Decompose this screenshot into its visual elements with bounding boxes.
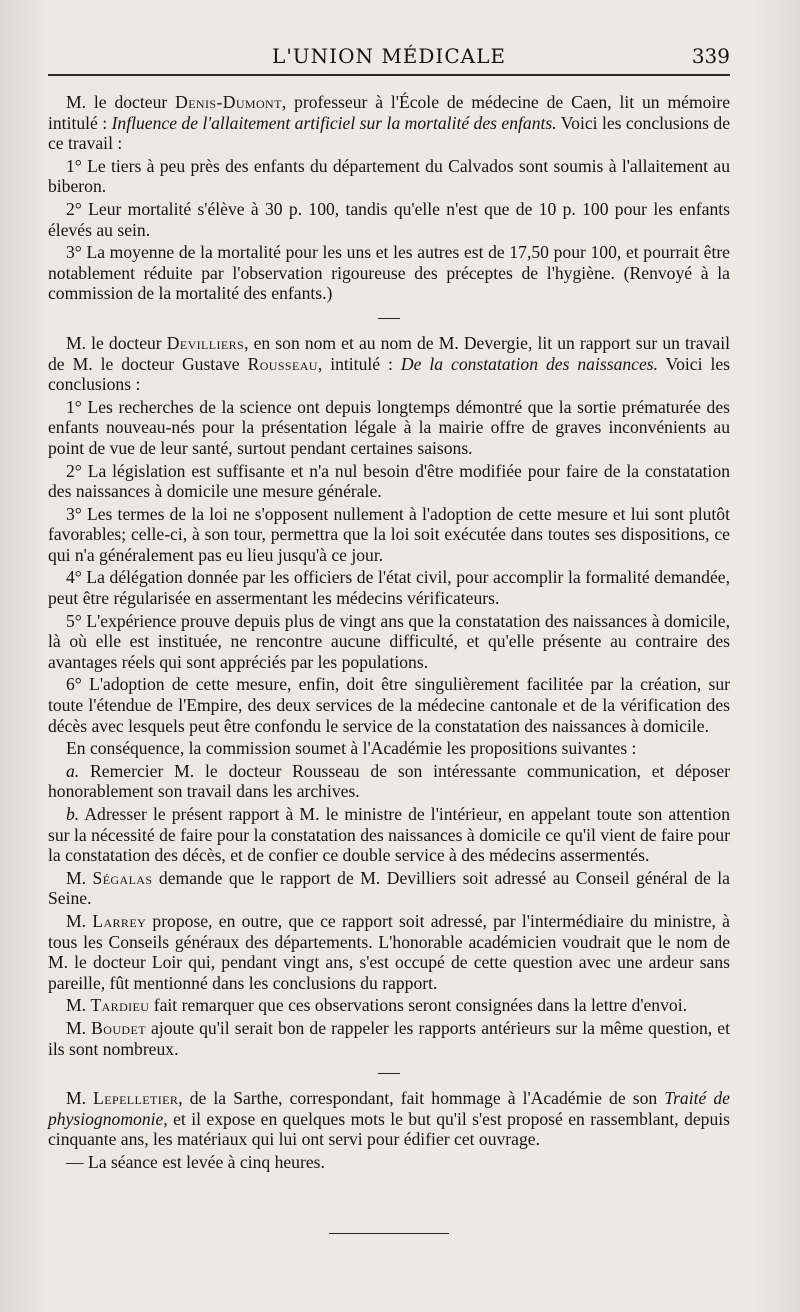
conclusion-item: 4° La délégation donnée par les officiers de l'état civil, pour accomplir la formalité demandée, peut être régularisée en assermentant les médecins vérificateurs. [48,567,730,609]
page-number: 339 [691,44,730,68]
speaker-name: Tardieu [90,995,150,1016]
conclusion-item: 1° Le tiers à peu près des enfants du département du Calvados sont soumis à l'allaitement au biberon. [48,155,730,197]
speaker-name: Ségalas [92,867,153,888]
paragraph-segalas: M. Ségalas demande que le rapport de M. Devilliers soit adressé au Conseil général de la Seine. [48,867,730,909]
paragraph-devilliers: M. le docteur Devilliers, en son nom et au nom de M. Devergie, lit un rapport sur un travail de M. le docteur Gustave Rousseau, intitulé : De la constatation des naissances. Voici les conclusions : [48,332,731,395]
conclusion-item: 3° La moyenne de la mortalité pour les uns et les autres est de 17,50 pour 100, et pourrait être notablement réduite par l'observation rigoureuse des préceptes de l'hygiène. (Renvoyé à la commission de la mortalité des enfants.) [48,242,730,304]
book-title: Traité de physiognomonie [48,1088,730,1129]
end-rule [329,1233,449,1234]
author-name: Rousseau [247,353,318,374]
paragraph-lepelletier: M. Lepelletier, de la Sarthe, correspondant, fait hommage à l'Académie de son Traité de physiognomonie, et il expose en quelques mots le but qu'il s'est proposé en rassemblant, depuis cinquante ans, les matériaux qui lui ont servi pour édifier cet ouvrage. [48,1088,730,1150]
work-title: De la constatation des naissances. [400,353,659,374]
page-header [48,44,730,76]
conclusion-item: 5° L'expérience prouve depuis plus de vingt ans que la constatation des naissances à domicile, là où elle est instituée, ne rencontre aucune difficulté, et qu'elle présente au contraire des avantages réels qui sont appréciés par les populations. [48,610,730,672]
author-name: Devilliers [166,332,245,353]
proposition-a: a. Remercier M. le docteur Rousseau de son intéressante communication, et déposer honorablement son travail dans les archives. [48,760,730,802]
proposition-b: b. Adresser le présent rapport à M. le ministre de l'intérieur, en appelant toute son attention sur la nécessité de faire pour la constatation des naissances à domicile ce qu'il vient de faire pour la constatation des décès, et de confier ce double service à des médecins assermentés. [48,804,730,866]
author-name: Denis-Dumont [175,92,282,112]
speaker-name: Lepelletier [93,1088,179,1109]
section-divider [378,1073,400,1074]
paragraph-tardieu: M. Tardieu fait remarquer que ces observations seront consignées dans la lettre d'envoi. [66,995,687,1016]
paragraph-boudet: M. Boudet ajoute qu'il serait bon de rappeler les rapports antérieurs sur la même question, et ils sont nombreux. [48,1017,730,1059]
closing-line: — La séance est levée à cinq heures. [66,1151,325,1172]
conclusion-item: 2° Leur mortalité s'élève à 30 p. 100, tandis qu'elle n'est que de 10 p. 100 pour les enfants élevés au sein. [48,198,730,240]
conclusion-item: 3° Les termes de la loi ne s'opposent nullement à l'adoption de cette mesure et lui sont plutôt favorables; celle-ci, à son tour, permettra que la loi soit exécutée dans toutes ses dispositions, ce qui n'a généralement pas eu lieu jusqu'à ce jour. [48,503,730,565]
paragraph-larrey: M. Larrey propose, en outre, que ce rapport soit adressé, par l'intermédiaire du ministre, à tous les Conseils généraux des départements. L'honorable académicien voudrait que le nom de M. le docteur Loir qui, pendant vingt ans, s'est occupé de cette question avec une ardeur sans pareille, fût mentionné dans les conclusions du rapport. [48,910,730,993]
conclusion-item: 2° La législation est suffisante et n'a nul besoin d'être modifiée pour faire de la constatation des naissances à domicile une mesure générale. [48,460,730,502]
conclusion-item: 6° L'adoption de cette mesure, enfin, doit être singulièrement facilitée par la création, sur toute l'étendue de l'Empire, des deux services de la médecine cantonale et de la vérification des décès avec lesquels peut être confondu le service de la constatation des naissances à domicile. [48,674,730,736]
paragraph-denis-dumont: M. le docteur Denis-Dumont, professeur à l'École de médecine de Caen, lit un mémoire intitulé : Influence de l'allaitement artificiel sur la mortalité des enfants. Voici les conclusions de ce travail : [48,92,731,154]
paragraph-consequence: En conséquence, la commission soumet à l'Académie les propositions suivantes : [66,738,637,759]
speaker-name: Larrey [92,910,147,931]
memoir-title: Influence de l'allaitement artificiel sur la mortalité des enfants. [111,112,557,133]
section-divider [378,318,400,319]
speaker-name: Boudet [91,1017,146,1038]
page-body [48,92,730,1234]
conclusion-item: 1° Les recherches de la science ont depuis longtemps démontré que la sortie prématurée des enfants nouveau-nés pour la présentation légale à la mairie offre de graves inconvénients au point de vue de leur santé, surtout pendant certaines saisons. [48,396,730,458]
running-title: L'UNION MÉDICALE [272,44,506,68]
